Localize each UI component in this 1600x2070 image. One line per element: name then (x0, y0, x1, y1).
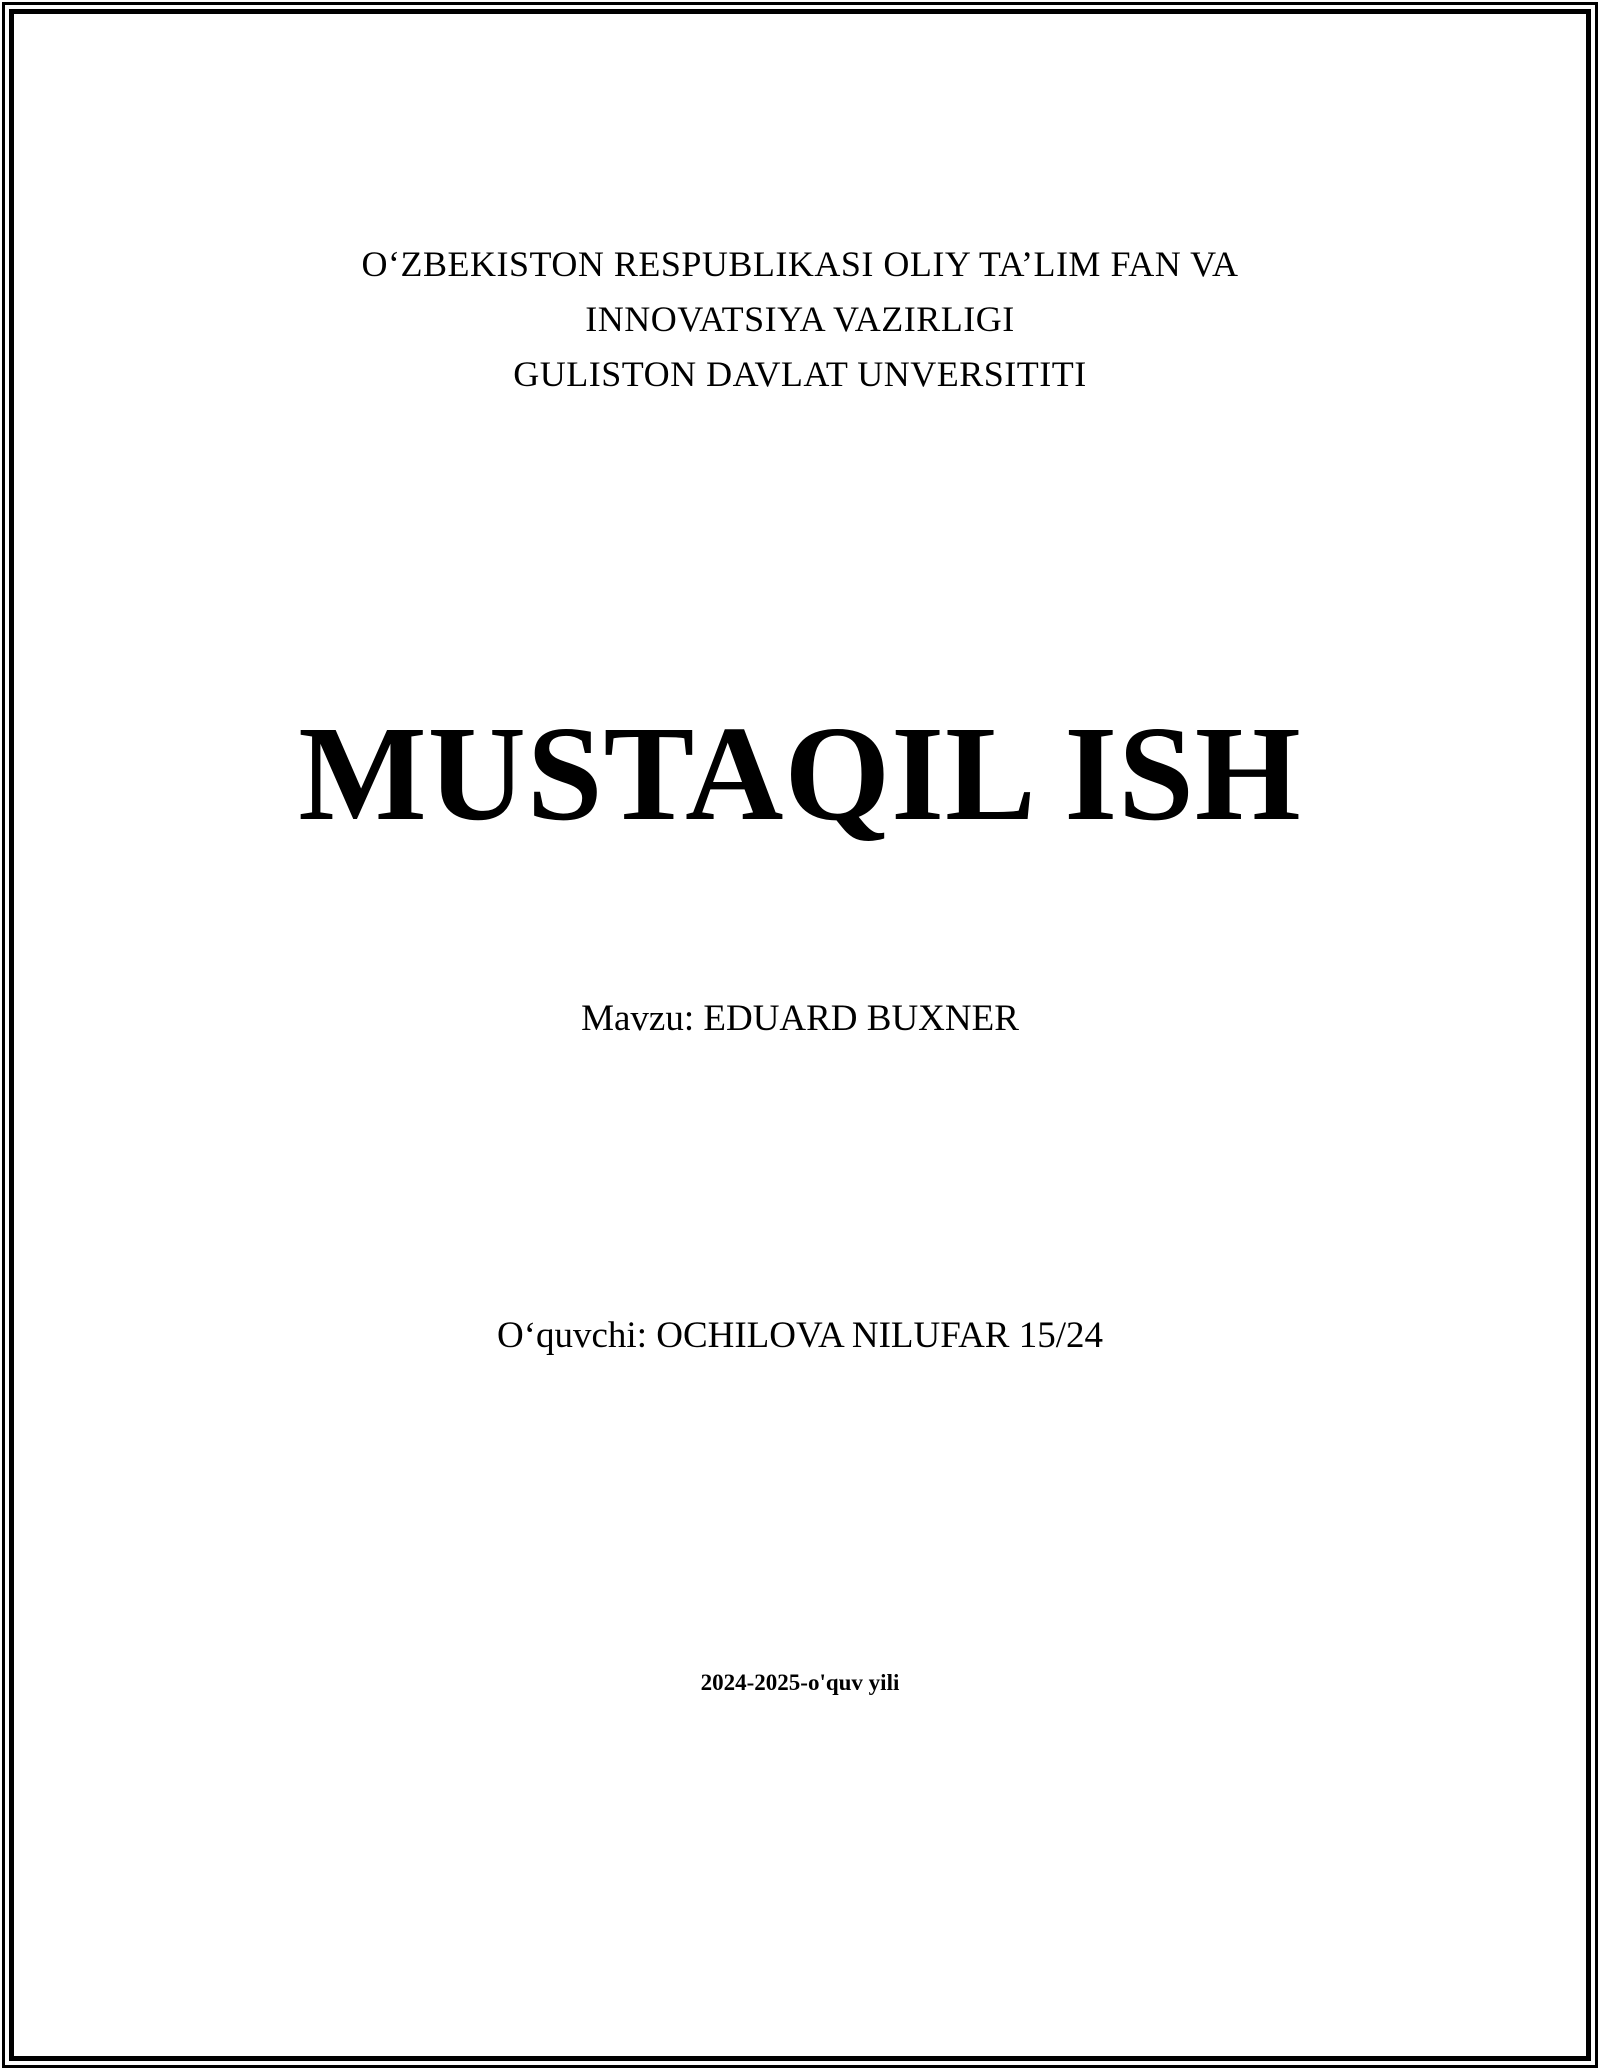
ministry-header (0, 237, 1600, 402)
topic-line: Mavzu: EDUARD BUXNER (581, 998, 1019, 1039)
academic-year-line: 2024-2025-o'quv yili (700, 1670, 900, 1695)
student-line: Oʻquvchi: OCHILOVA NILUFAR 15/24 (496, 1315, 1104, 1356)
ministry-header-line-2: INNOVATSIYA VAZIRLIGI (585, 299, 1015, 339)
ministry-header-line-1: OʻZBEKISTON RESPUBLIKASI OLIY TA’LIM FAN VA (361, 244, 1239, 284)
university-name-line: GULISTON DAVLAT UNVERSITITI (513, 354, 1087, 394)
document-title: MUSTAQIL ISH (298, 699, 1302, 849)
